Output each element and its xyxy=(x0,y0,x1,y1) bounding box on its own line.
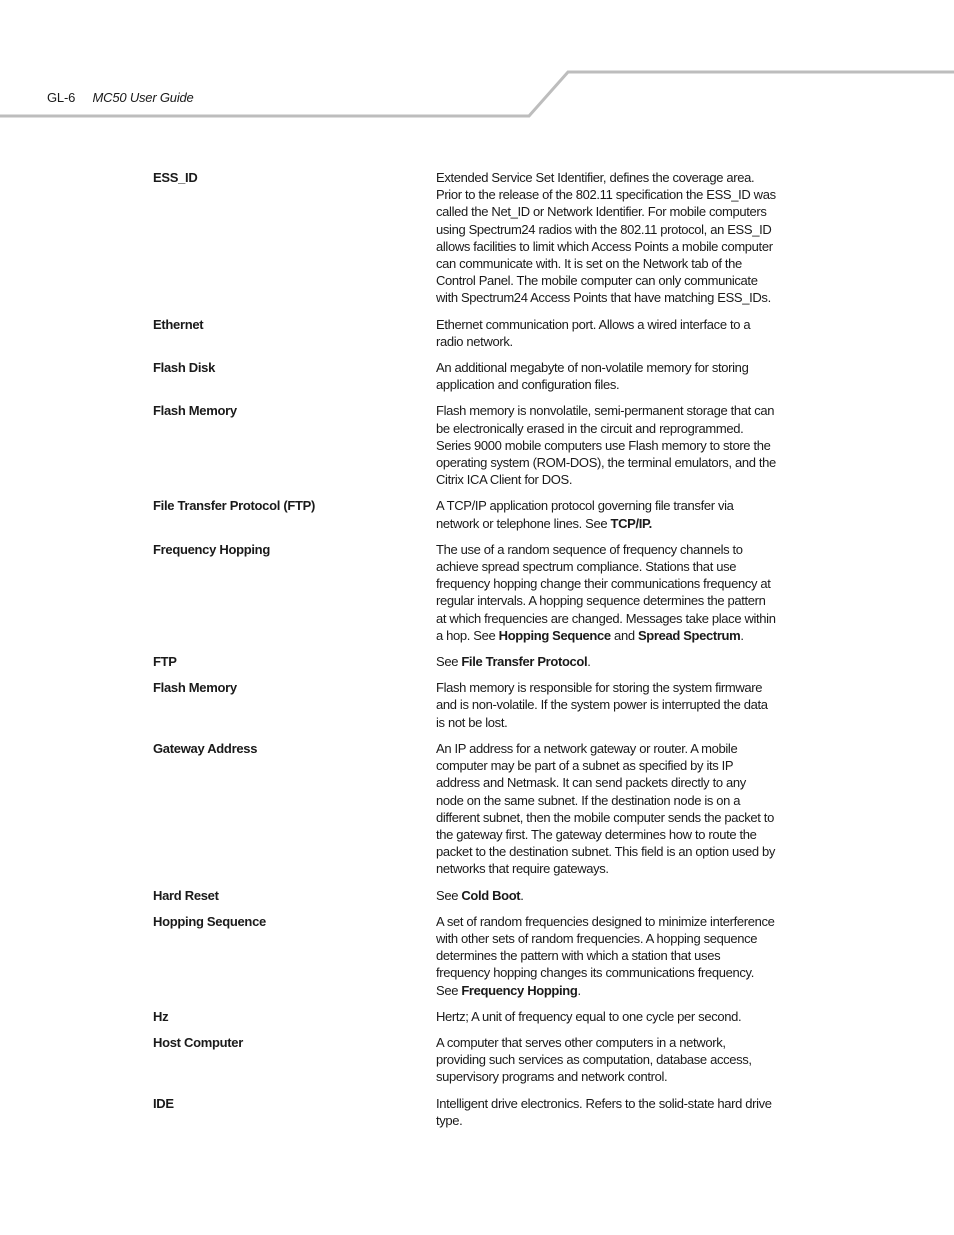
definition-text: Extended Service Set Identifier, defines the coverage area. Prior to the release of the 802.11 specification the ESS_ID was called the Net_ID or Network Identifier. For mobile computers using Spectrum24 radios with the 802.11 protocol, an ESS_ID allows facilities to limit which Access Points a mobile computer can communicate with. It is set on the Network tab of the Control Panel. The mobile computer can only communicate with Spectrum24 Access Points that have matching ESS_IDs. xyxy=(436,170,776,306)
glossary-entry xyxy=(153,541,783,644)
definition-text: Flash memory is responsible for storing the system firmware and is non-volatile. If the system power is interrupted the data is not be lost. xyxy=(436,680,768,730)
definition-text: An IP address for a network gateway or router. A mobile computer may be part of a subnet as specified by its IP address and Netmask. It can send packets directly to any node on the same subnet. If the destination node is on a different subnet, then the mobile computer sends the packet to the gateway first. The gateway determines how to route the packet to the destination subnet. This field is an option used by networks that require gateways. xyxy=(436,740,776,877)
glossary-definition xyxy=(436,497,776,531)
glossary-term: ESS_ID xyxy=(153,170,198,185)
glossary-definition xyxy=(436,653,776,670)
glossary-term: Gateway Address xyxy=(153,740,258,756)
glossary-entry xyxy=(153,679,783,731)
definition-text: A TCP/IP application protocol governing file transfer via network or telephone lines. See xyxy=(436,498,734,531)
glossary-term: IDE xyxy=(153,1095,174,1111)
cross-reference: Frequency Hopping xyxy=(461,982,578,998)
definition-text: Ethernet communication port. Allows a wired interface to a radio network. xyxy=(436,316,751,349)
glossary-term: Frequency Hopping xyxy=(153,541,270,557)
glossary-term: Hz xyxy=(153,1008,169,1024)
running-header xyxy=(47,90,194,105)
glossary-definition xyxy=(436,1095,776,1129)
glossary-entry xyxy=(153,1034,783,1086)
glossary-definition xyxy=(436,359,776,393)
definition-text: An additional megabyte of non-volatile memory for storing application and configuration files. xyxy=(436,360,749,393)
glossary-entry xyxy=(153,1095,783,1129)
definition-text: . xyxy=(577,982,581,998)
definition-text: A set of random frequencies designed to minimize interference with other sets of random frequencies. A hopping sequence determines the pattern with which a station that uses frequency hopping changes its communications frequency. See xyxy=(436,913,775,998)
definition-text: Hertz; A unit of frequency equal to one cycle per second. xyxy=(436,1008,742,1024)
glossary-term: Hopping Sequence xyxy=(153,913,266,929)
glossary-term: Host Computer xyxy=(153,1034,243,1050)
glossary-definition xyxy=(436,887,776,904)
cross-reference: Hopping Sequence xyxy=(498,627,611,643)
glossary-term: Flash Memory xyxy=(153,403,237,419)
glossary-term: FTP xyxy=(153,654,177,670)
glossary-term: Flash Memory xyxy=(153,680,237,696)
glossary-entry xyxy=(153,497,783,531)
glossary-definition xyxy=(436,169,776,307)
glossary-definition xyxy=(436,913,776,999)
glossary-list xyxy=(153,169,783,1138)
glossary-entry xyxy=(153,402,783,488)
definition-text: See xyxy=(436,654,462,670)
definition-text: See xyxy=(436,887,462,903)
glossary-term: Hard Reset xyxy=(153,887,219,903)
page-number: GL-6 xyxy=(47,90,76,105)
definition-text: Intelligent drive electronics. Refers to the solid-state hard drive type. xyxy=(436,1095,772,1128)
cross-reference: Spread Spectrum xyxy=(637,627,741,643)
glossary-definition xyxy=(436,679,776,731)
definition-text: . xyxy=(520,887,524,903)
glossary-definition xyxy=(436,1034,776,1086)
glossary-entry xyxy=(153,359,783,393)
cross-reference: File Transfer Protocol xyxy=(461,654,588,670)
glossary-definition xyxy=(436,316,776,350)
glossary-entry xyxy=(153,740,783,878)
glossary-term: Ethernet xyxy=(153,316,204,332)
definition-text: . xyxy=(740,627,744,643)
definition-text: The use of a random sequence of frequency channels to achieve spread spectrum compliance. Stations that use frequency hopping change their communications frequency at regular intervals. A hopping sequence determines the pattern at which frequencies are changed. Messages take place within a hop. See xyxy=(436,541,776,643)
cross-reference: Cold Boot xyxy=(461,887,521,903)
glossary-term: Flash Disk xyxy=(153,360,216,376)
glossary-definition xyxy=(436,1008,776,1025)
definition-text: A computer that serves other computers in a network, providing such services as computation, database access, supervisory programs and network control. xyxy=(436,1034,752,1085)
glossary-entry xyxy=(153,887,783,904)
definition-text: Flash memory is nonvolatile, semi-permanent storage that can be electronically erased in the circuit and reprogrammed. Series 9000 mobile computers use Flash memory to store the operating system (ROM-DOS), the terminal emulators, and the Citrix ICA Client for DOS. xyxy=(436,403,776,488)
glossary-entry xyxy=(153,653,783,670)
glossary-definition xyxy=(436,541,776,644)
glossary-entry xyxy=(153,169,783,307)
glossary-entry xyxy=(153,316,783,350)
cross-reference: TCP/IP. xyxy=(610,515,652,531)
definition-text: and xyxy=(610,627,638,643)
glossary-entry xyxy=(153,1008,783,1025)
glossary-term: File Transfer Protocol (FTP) xyxy=(153,498,316,514)
glossary-definition xyxy=(436,740,776,878)
glossary-definition xyxy=(436,402,776,488)
glossary-entry xyxy=(153,913,783,999)
header-rule xyxy=(0,0,954,130)
guide-title: MC50 User Guide xyxy=(92,90,194,105)
definition-text: . xyxy=(587,654,591,670)
